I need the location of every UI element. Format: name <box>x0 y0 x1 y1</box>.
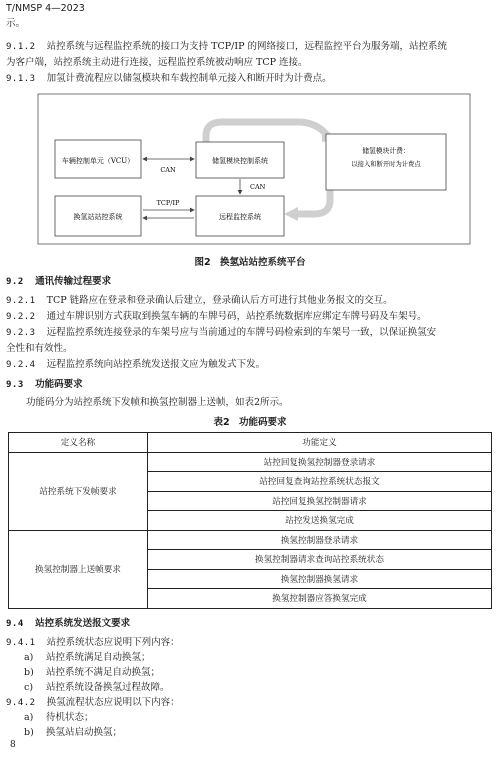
clause-number: 9.1.2 <box>6 42 36 52</box>
table-cell: 站控回复换氢控制器登录请求 <box>148 452 492 472</box>
remote-label: 远程监控系统 <box>219 213 261 221</box>
table-group-name: 换氢控制器上送帧要求 <box>9 530 148 608</box>
clause-number: 9.1.3 <box>6 74 36 84</box>
tcpip-label: TCP/IP <box>156 199 180 207</box>
clause-number: 9.2.4 <box>6 360 36 370</box>
section-title: 功能码要求 <box>35 379 83 390</box>
para-9-2-4 <box>6 358 265 372</box>
list-item <box>24 711 94 724</box>
para-9-3-body: 功能码分为站控系统下发帧和换氢控制器上送帧，如表2所示。 <box>26 397 289 408</box>
list-text: 站控系统满足自动换氢； <box>46 652 151 663</box>
para-9-2-1 <box>6 294 393 308</box>
list-text: 待机状态； <box>46 712 94 723</box>
table-cell: 换氢控制器请求查询站控系统状态 <box>148 550 492 570</box>
table-cell: 换氢控制器登录请求 <box>148 530 492 550</box>
section-title: 通讯传输过程要求 <box>35 276 112 287</box>
list-label: a) <box>24 652 34 663</box>
list-text: 站控系统设备换氢过程故障。 <box>46 682 170 693</box>
section-title: 站控系统发送报文要求 <box>35 618 131 629</box>
can-down-label: CAN <box>250 183 266 191</box>
clause-number: 9.2.3 <box>6 328 36 338</box>
table-group-name: 站控系统下发帧要求 <box>9 452 148 530</box>
list-item <box>24 726 122 739</box>
list-item <box>24 681 170 694</box>
clause-number: 9.4 <box>6 619 24 629</box>
clause-number: 9.2.2 <box>6 312 36 322</box>
table-header-row <box>9 433 492 453</box>
doc-header-id: T/NMSP 4—2023 <box>6 3 85 14</box>
clause-number: 9.3 <box>6 380 24 390</box>
para-text: TCP 链路应在登录和登录确认后建立，登录确认后方可进行其他业务报文的交互。 <box>46 295 393 306</box>
system-platform-diagram <box>0 90 500 250</box>
table-cell: 换氢控制器应答换氢完成 <box>148 589 492 609</box>
module-label: 储氢模块控制系统 <box>212 157 268 165</box>
para-text: 站控系统状态应说明下列内容： <box>46 637 180 648</box>
table-header-function-definition: 功能定义 <box>148 433 492 453</box>
table-header-definition-name: 定义名称 <box>9 433 148 453</box>
clause-number: 9.4.2 <box>6 698 36 708</box>
billing-label-line1: 储氢模块计费： <box>362 147 410 155</box>
section-heading-9-4 <box>6 617 130 631</box>
can-left-label: CAN <box>160 166 176 174</box>
table-cell: 站控回复换氢控制器请求 <box>148 491 492 511</box>
para-9-4-2 <box>6 696 180 710</box>
para-text: 加氢计费流程应以储氢模块和车载控制单元接入和断开时为计费点。 <box>46 73 332 84</box>
para-9-4-1 <box>6 636 180 650</box>
para-9-2-3-line1 <box>6 326 436 340</box>
table-cell: 站控发送换氢完成 <box>148 511 492 531</box>
table-caption: 表2 功能码要求 <box>213 417 287 428</box>
para-9-2-2 <box>6 310 427 324</box>
list-label: a) <box>24 712 34 723</box>
section-heading-9-2 <box>6 275 111 289</box>
page-number: 8 <box>10 740 16 750</box>
list-item <box>24 666 160 679</box>
para-text: 通过车牌识别方式获取到换氢车辆的车牌号码，站控系统数据库应绑定车牌号码及车架号。 <box>46 311 427 322</box>
list-text: 换氢站启动换氢； <box>46 727 123 738</box>
billing-flow-arrow-bottom <box>296 190 330 214</box>
table-row <box>9 452 492 472</box>
list-item <box>24 651 151 664</box>
clause-number: 9.2 <box>6 277 24 287</box>
para-9-1-3-line1 <box>6 72 332 86</box>
section-heading-9-3 <box>6 378 83 392</box>
station-label: 换氢站站控系统 <box>73 213 123 221</box>
para-text: 远程监控系统向站控系统发送报文应为触发式下发。 <box>46 359 266 370</box>
para-text: 换氢流程状态应说明以下内容： <box>46 697 180 708</box>
para-9-2-3-line2: 全性和有效性。 <box>6 343 73 354</box>
para-9-1-2-line2: 为客户端，站控系统主动进行连接，远程监控系统被动响应 TCP 连接。 <box>6 57 308 68</box>
list-text: 站控系统不满足自动换氢； <box>46 667 161 678</box>
vcu-label: 车辆控制单元（VCU） <box>61 157 135 165</box>
billing-label-line2: 以接入和断开时为计费点 <box>351 161 421 168</box>
para-9-1-2-line1 <box>6 40 447 54</box>
list-label: b) <box>24 667 34 678</box>
function-code-table <box>8 432 492 609</box>
list-label: b) <box>24 727 34 738</box>
para-text: 站控系统与远程监控系统的接口为支持 TCP/IP 的网络接口，远程监控平台为服务端，站控系统 <box>46 41 448 52</box>
clause-number: 9.4.1 <box>6 638 36 648</box>
figure-caption: 图2 换氢站站控系统平台 <box>194 257 306 268</box>
clause-number: 9.2.1 <box>6 296 36 306</box>
para-text: 远程监控系统连接登录的车架号应与当前通过的车牌号码检索到的车架号一致，以保证换氢安 <box>46 327 437 338</box>
list-label: c) <box>24 682 34 693</box>
table-cell: 换氢控制器换氢请求 <box>148 569 492 589</box>
table-row <box>9 530 492 550</box>
intro-line: 示。 <box>6 18 26 29</box>
table-cell: 站控回复查询站控系统状态报文 <box>148 472 492 492</box>
